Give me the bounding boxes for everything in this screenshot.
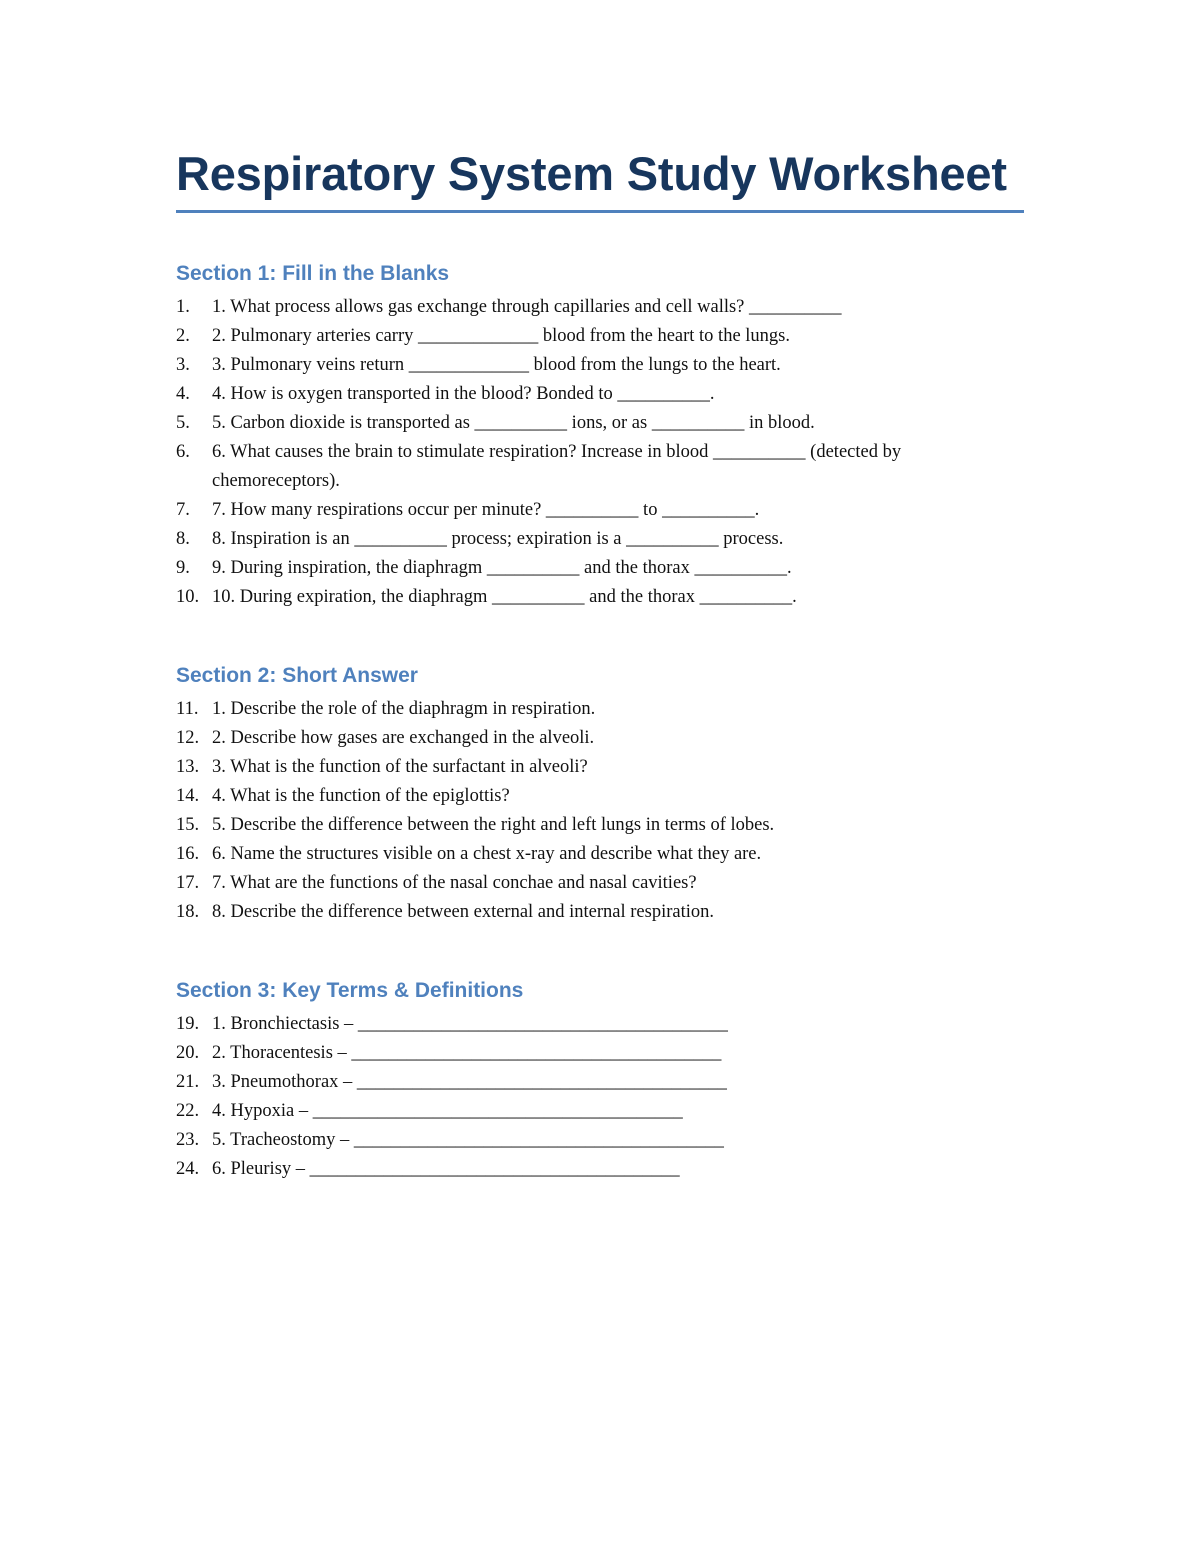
list-item xyxy=(176,811,1024,840)
item-text: 2. Thoracentesis – ________________________________________ xyxy=(212,1043,722,1063)
section-short-answer xyxy=(176,661,1024,927)
item-number: 10. xyxy=(176,587,200,607)
item-text: 6. Name the structures visible on a chest x-ray and describe what they are. xyxy=(212,844,762,864)
item-text: 7. How many respirations occur per minute? __________ to __________. xyxy=(212,500,760,520)
list-item xyxy=(176,351,1024,380)
item-text: 6. Pleurisy – ________________________________________ xyxy=(212,1159,680,1179)
item-number: 12. xyxy=(176,728,200,748)
item-text: 5. Carbon dioxide is transported as __________ ions, or as __________ in blood. xyxy=(212,413,815,433)
list-item xyxy=(176,496,1024,525)
item-number: 1. xyxy=(176,297,190,317)
section-fill-in-blanks xyxy=(176,259,1024,612)
section-heading: Section 1: Fill in the Blanks xyxy=(176,262,450,285)
list-item xyxy=(176,753,1024,782)
question-list xyxy=(176,1010,1024,1184)
item-text: 4. What is the function of the epiglottis? xyxy=(212,786,510,806)
item-number: 16. xyxy=(176,844,200,864)
list-item xyxy=(176,1039,1024,1068)
item-number: 5. xyxy=(176,413,190,433)
list-item xyxy=(176,782,1024,811)
list-item xyxy=(176,1126,1024,1155)
item-text: 8. Describe the difference between external and internal respiration. xyxy=(212,902,715,922)
item-text: 2. Pulmonary arteries carry _____________ blood from the heart to the lungs. xyxy=(212,326,790,346)
list-item xyxy=(176,695,1024,724)
item-number: 21. xyxy=(176,1072,200,1092)
list-item xyxy=(176,554,1024,583)
document-title: Respiratory System Study Worksheet xyxy=(176,147,1007,200)
list-item xyxy=(176,409,1024,438)
question-list xyxy=(176,695,1024,927)
item-number: 13. xyxy=(176,757,200,777)
question-list xyxy=(176,293,1024,612)
list-item xyxy=(176,898,1024,927)
list-item xyxy=(176,1097,1024,1126)
item-text: 4. Hypoxia – ________________________________________ xyxy=(212,1101,683,1121)
item-number: 20. xyxy=(176,1043,200,1063)
item-number: 23. xyxy=(176,1130,200,1150)
item-text: 6. What causes the brain to stimulate respiration? Increase in blood __________ (detected by chemoreceptors). xyxy=(212,442,902,491)
item-text: 1. Describe the role of the diaphragm in respiration. xyxy=(212,699,596,719)
item-number: 22. xyxy=(176,1101,200,1121)
item-text: 8. Inspiration is an __________ process; expiration is a __________ process. xyxy=(212,529,784,549)
item-text: 3. What is the function of the surfactant in alveoli? xyxy=(212,757,588,777)
section-key-terms xyxy=(176,976,1024,1184)
item-number: 15. xyxy=(176,815,200,835)
item-number: 14. xyxy=(176,786,200,806)
item-text: 1. What process allows gas exchange through capillaries and cell walls? __________ xyxy=(212,297,842,317)
item-text: 10. During expiration, the diaphragm __________ and the thorax __________. xyxy=(212,587,797,607)
list-item xyxy=(176,293,1024,322)
list-item xyxy=(176,438,1024,496)
item-text: 1. Bronchiectasis – ________________________________________ xyxy=(212,1014,728,1034)
item-number: 11. xyxy=(176,699,199,719)
title-underline xyxy=(176,210,1024,213)
item-number: 3. xyxy=(176,355,190,375)
item-text: 2. Describe how gases are exchanged in the alveoli. xyxy=(212,728,595,748)
item-number: 24. xyxy=(176,1159,200,1179)
section-heading: Section 3: Key Terms & Definitions xyxy=(176,979,524,1002)
list-item xyxy=(176,869,1024,898)
list-item xyxy=(176,1068,1024,1097)
item-text: 9. During inspiration, the diaphragm __________ and the thorax __________. xyxy=(212,558,792,578)
list-item xyxy=(176,322,1024,351)
item-text: 5. Describe the difference between the right and left lungs in terms of lobes. xyxy=(212,815,775,835)
list-item xyxy=(176,840,1024,869)
item-number: 2. xyxy=(176,326,190,346)
item-number: 6. xyxy=(176,442,190,462)
list-item xyxy=(176,1010,1024,1039)
section-heading: Section 2: Short Answer xyxy=(176,664,418,687)
item-text: 3. Pulmonary veins return _____________ blood from the lungs to the heart. xyxy=(212,355,781,375)
document-body xyxy=(176,142,1024,1184)
list-item xyxy=(176,380,1024,409)
item-number: 7. xyxy=(176,500,190,520)
item-number: 18. xyxy=(176,902,200,922)
list-item xyxy=(176,583,1024,612)
item-text: 3. Pneumothorax – ________________________________________ xyxy=(212,1072,727,1092)
item-number: 9. xyxy=(176,558,190,578)
item-text: 4. How is oxygen transported in the blood? Bonded to __________. xyxy=(212,384,715,404)
item-text: 5. Tracheostomy – ________________________________________ xyxy=(212,1130,724,1150)
list-item xyxy=(176,525,1024,554)
item-number: 8. xyxy=(176,529,190,549)
item-text: 7. What are the functions of the nasal conchae and nasal cavities? xyxy=(212,873,697,893)
item-number: 17. xyxy=(176,873,200,893)
item-number: 19. xyxy=(176,1014,200,1034)
list-item xyxy=(176,1155,1024,1184)
list-item xyxy=(176,724,1024,753)
item-number: 4. xyxy=(176,384,190,404)
